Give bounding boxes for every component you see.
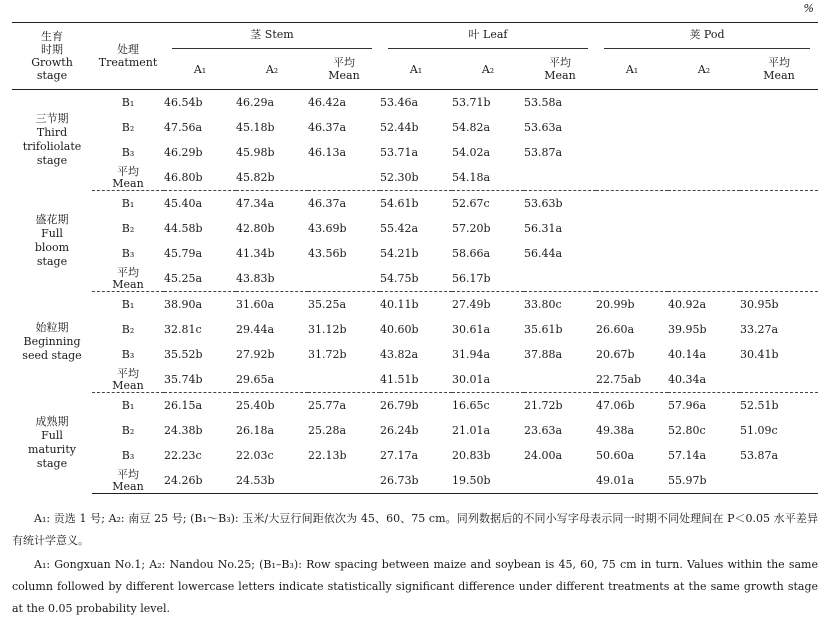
value-cell: 26.79b [380,398,419,412]
header-pod: 荚 Pod [596,23,818,50]
value-cell: 43.69b [308,221,347,235]
value-cell: 53.87a [524,145,563,159]
value-cell: 30.61a [452,322,491,336]
value-cell: 40.11b [380,297,419,311]
value-cell [596,191,668,217]
value-cell: 52.67c [452,196,490,210]
value-cell: 25.40b [236,398,275,412]
value-cell: 40.14a [668,347,707,361]
value-cell: 20.83b [452,448,491,462]
value-cell: 29.65a [236,367,308,393]
value-cell: 55.42a [380,221,419,235]
value-cell: 30.41b [740,347,779,361]
value-cell: 49.01a [596,468,668,494]
value-cell: 24.53b [236,468,308,494]
value-cell: 27.17a [380,448,419,462]
value-cell: 31.60a [236,297,275,311]
value-cell: 30.95b [740,297,779,311]
value-cell: 27.92b [236,347,275,361]
value-cell: 53.63a [524,120,563,134]
value-cell [740,165,818,191]
treatment-label: B₂ [121,120,135,134]
value-cell: 26.24b [380,423,419,437]
value-cell: 46.37a [308,196,347,210]
value-cell: 29.44a [236,322,275,336]
value-cell: 56.31a [524,221,563,235]
value-cell: 26.73b [380,468,452,494]
value-cell: 53.71a [380,145,419,159]
subheader-leaf-a1: A₁ [409,62,423,76]
treatment-label: 平均 Mean [92,266,164,292]
value-cell: 52.80c [668,423,706,437]
value-cell: 25.77a [308,398,347,412]
value-cell: 57.96a [668,398,707,412]
value-cell: 24.38b [164,423,203,437]
stage-label: 成熟期 Full maturity stage [28,415,76,470]
value-cell [596,266,668,292]
value-cell: 54.82a [452,120,491,134]
table-row [12,317,818,342]
value-cell: 33.80c [524,297,562,311]
value-cell [596,241,668,266]
value-cell: 54.18a [452,165,524,191]
value-cell: 41.51b [380,367,452,393]
value-cell: 50.60a [596,448,635,462]
value-cell: 53.71b [452,95,491,109]
subheader-leaf-mean: 平均 Mean [544,56,576,82]
footnote-chinese: A₁: 贡选 1 号; A₂: 南豆 25 号; (B₁～B₃): 玉米/大豆行间距依次为 45、60、75 cm。同列数据后的不同小写字母表示同一时期不同处理间在 P＜0.05 水平差异有统计学意义。 [12,512,818,547]
value-cell: 16.65c [452,398,490,412]
table-row [12,266,818,292]
table-row [12,342,818,367]
value-cell: 26.18a [236,423,275,437]
value-cell: 46.29b [164,145,203,159]
value-cell [668,90,740,116]
value-cell: 54.61b [380,196,419,210]
value-cell: 52.51b [740,398,779,412]
value-cell: 58.66a [452,246,491,260]
value-cell [740,266,818,292]
value-cell: 56.44a [524,246,563,260]
value-cell [740,115,818,140]
value-cell: 45.25a [164,266,236,292]
value-cell [668,266,740,292]
value-cell: 54.02a [452,145,491,159]
header-stem: 茎 Stem [164,23,380,50]
value-cell: 43.83b [236,266,308,292]
treatment-label: 平均 Mean [92,367,164,393]
value-cell: 55.97b [668,468,740,494]
value-cell: 45.40a [164,196,203,210]
value-cell [668,191,740,217]
value-cell: 40.92a [668,297,707,311]
treatment-label: 平均 Mean [92,468,164,494]
value-cell [308,266,380,292]
value-cell: 47.56a [164,120,203,134]
value-cell: 24.00a [524,448,563,462]
table-row [12,115,818,140]
value-cell: 46.29a [236,95,275,109]
value-cell: 22.03c [236,448,274,462]
value-cell: 45.82b [236,165,308,191]
value-cell: 52.30b [380,165,452,191]
value-cell: 35.25a [308,297,347,311]
table-row [12,443,818,468]
value-cell [668,241,740,266]
value-cell: 24.26b [164,468,236,494]
table-row [12,140,818,165]
value-cell [740,468,818,494]
subheader-pod-a1: A₁ [625,62,639,76]
value-cell: 52.44b [380,120,419,134]
table-row [12,468,818,494]
subheader-stem-mean: 平均 Mean [328,56,360,82]
stage-label: 三节期 Third trifoliolate stage [22,112,82,168]
table-row [12,90,818,116]
value-cell: 53.87a [740,448,779,462]
value-cell [596,90,668,116]
value-cell: 53.46a [380,95,419,109]
table-row [12,216,818,241]
table-row [12,418,818,443]
treatment-label: B₃ [121,246,135,260]
value-cell: 57.20b [452,221,491,235]
value-cell: 31.72b [308,347,347,361]
value-cell: 22.23c [164,448,202,462]
subheader-leaf-a2: A₂ [481,62,495,76]
value-cell: 46.37a [308,120,347,134]
value-cell: 45.98b [236,145,275,159]
dry-matter-table [12,22,818,494]
value-cell [740,216,818,241]
value-cell: 53.58a [524,95,563,109]
value-cell: 33.27a [740,322,779,336]
treatment-label: 平均 Mean [92,165,164,191]
header-stage: 生育 时期 Growth stage [31,30,73,82]
stage-label: 始粒期 Beginning seed stage [22,321,82,362]
value-cell [668,115,740,140]
value-cell: 46.13a [308,145,347,159]
value-cell [524,165,596,191]
value-cell: 32.81c [164,322,202,336]
value-cell: 43.56b [308,246,347,260]
treatment-label: B₁ [121,196,135,210]
value-cell [596,216,668,241]
value-cell: 49.38a [596,423,635,437]
value-cell: 22.75ab [596,367,668,393]
value-cell: 19.50b [452,468,524,494]
value-cell: 40.34a [668,367,740,393]
value-cell: 35.61b [524,322,563,336]
table-row [12,191,818,217]
value-cell: 57.14a [668,448,707,462]
value-cell: 42.80b [236,221,275,235]
treatment-label: B₂ [121,423,135,437]
value-cell [524,266,596,292]
value-cell: 22.13b [308,448,347,462]
value-cell: 37.88a [524,347,563,361]
value-cell: 20.99b [596,297,635,311]
value-cell: 27.49b [452,297,491,311]
value-cell: 47.06b [596,398,635,412]
table-row [12,292,818,318]
subheader-pod-mean: 平均 Mean [763,56,795,82]
value-cell [740,140,818,165]
value-cell: 40.60b [380,322,419,336]
value-cell [596,115,668,140]
value-cell [308,165,380,191]
value-cell: 51.09c [740,423,778,437]
treatment-label: B₃ [121,448,135,462]
value-cell: 56.17b [452,266,524,292]
value-cell: 45.79a [164,246,203,260]
value-cell: 35.74b [164,367,236,393]
footnote-english: A₁: Gongxuan No.1; A₂: Nandou No.25; (B₁–B₃): Row spacing between maize and soybean is 45, 60, 75 cm in turn. Values within the same column followed by different lowercase letters indicate statistically significant difference under different treatments at the same growth stage at the 0.05 probability level. [12,558,818,615]
value-cell [740,367,818,393]
value-cell [668,216,740,241]
value-cell: 38.90a [164,297,203,311]
value-cell: 25.28a [308,423,347,437]
value-cell: 31.94a [452,347,491,361]
treatment-label: B₂ [121,322,135,336]
value-cell [596,165,668,191]
value-cell: 21.01a [452,423,491,437]
unit-label: % [803,2,814,15]
value-cell: 46.54b [164,95,203,109]
treatment-label: B₃ [121,145,135,159]
value-cell: 39.95b [668,322,707,336]
subheader-stem-a2: A₂ [265,62,279,76]
value-cell [740,90,818,116]
value-cell [740,191,818,217]
value-cell: 41.34b [236,246,275,260]
value-cell: 44.58b [164,221,203,235]
value-cell [668,165,740,191]
value-cell: 31.12b [308,322,347,336]
table-row [12,393,818,419]
value-cell [308,367,380,393]
value-cell: 30.01a [452,367,524,393]
table-row [12,367,818,393]
value-cell [668,140,740,165]
value-cell: 23.63a [524,423,563,437]
value-cell: 47.34a [236,196,275,210]
table-row [12,165,818,191]
value-cell: 26.60a [596,322,635,336]
value-cell: 54.21b [380,246,419,260]
header-leaf: 叶 Leaf [380,23,596,50]
treatment-label: B₁ [121,398,135,412]
stage-label: 盛花期 Full bloom stage [34,213,70,268]
value-cell: 20.67b [596,347,635,361]
treatment-label: B₁ [121,297,135,311]
value-cell: 46.80b [164,165,236,191]
value-cell: 54.75b [380,266,452,292]
subheader-stem-a1: A₁ [193,62,207,76]
value-cell [524,468,596,494]
value-cell: 35.52b [164,347,203,361]
value-cell [740,241,818,266]
value-cell: 53.63b [524,196,563,210]
treatment-label: B₂ [121,221,135,235]
table-row [12,241,818,266]
value-cell: 46.42a [308,95,347,109]
value-cell: 43.82a [380,347,419,361]
value-cell [596,140,668,165]
header-treatment: 处理 Treatment [98,43,158,69]
value-cell [308,468,380,494]
treatment-label: B₃ [121,347,135,361]
treatment-label: B₁ [121,95,135,109]
value-cell: 45.18b [236,120,275,134]
value-cell: 26.15a [164,398,203,412]
value-cell [524,367,596,393]
value-cell: 21.72b [524,398,563,412]
subheader-pod-a2: A₂ [697,62,711,76]
